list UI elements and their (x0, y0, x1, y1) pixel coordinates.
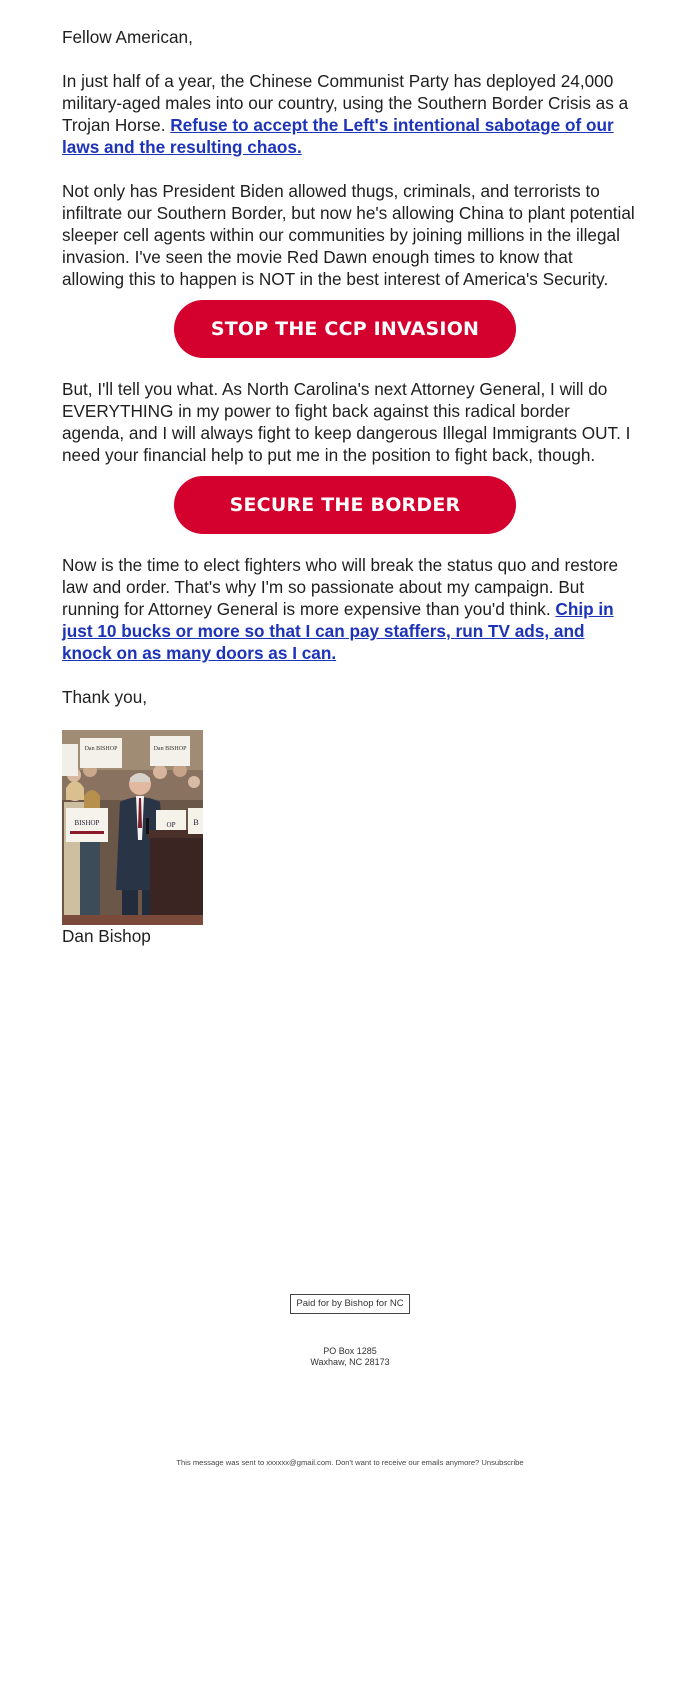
paragraph-3: But, I'll tell you what. As North Carolina's next Attorney General, I will do EVERYTHING in my power to fight back against this radical border agenda, and I will always fight to keep dangerous Illegal Immigrants OUT. I need your financial help to put me in the position to fight back, though. (62, 379, 631, 465)
closing: Thank you, (62, 687, 148, 707)
sign-text-3: BISHOP (74, 819, 100, 827)
chip-in-link[interactable]: Chip in just 10 bucks or more so that I can pay staffers, run TV ads, and knock on as many doors as I can. (62, 599, 614, 663)
greeting: Fellow American, (62, 27, 193, 47)
address-line-1: PO Box 1285 (323, 1346, 377, 1356)
stop-ccp-invasion-button[interactable]: STOP THE CCP INVASION (174, 300, 516, 358)
paragraph-1 (62, 70, 636, 158)
candidate-photo (62, 730, 203, 925)
sign-text-4: OP (166, 821, 176, 829)
sign-text-2: Dan BISHOP (153, 746, 187, 752)
unsubscribe-text: This message was sent to xxxxxx@gmail.com. Don't want to receive our emails anymore? (176, 1458, 482, 1467)
unsubscribe-link[interactable]: Unsubscribe (481, 1458, 524, 1467)
signature: Dan Bishop (62, 926, 151, 946)
mailing-address (0, 1346, 683, 1368)
paragraph-4 (62, 554, 636, 664)
refuse-link[interactable]: Refuse to accept the Left's intentional sabotage of our laws and the resulting chaos. (62, 115, 614, 157)
sign-text-1: Dan BISHOP (84, 746, 118, 752)
email-body (62, 26, 636, 947)
cta-container-1 (62, 300, 636, 378)
paragraph-1-text: In just half of a year, the Chinese Communist Party has deployed 24,000 military-aged males into our country, using the Southern Border Crisis as a Trojan Horse. (62, 71, 629, 135)
cta-container-2 (62, 476, 636, 554)
unsubscribe-notice (0, 1458, 683, 1467)
paid-for-box: Paid for by Bishop for NC (290, 1294, 410, 1314)
paragraph-4-text: Now is the time to elect fighters who will break the status quo and restore law and order. That's why I'm so passionate about my campaign. But running for Attorney General is more expensive than you'd think. (62, 555, 619, 619)
paragraph-2: Not only has President Biden allowed thugs, criminals, and terrorists to infiltrate our Southern Border, but now he's allowing China to plant potential sleeper cell agents within our communities by joining millions in the illegal invasion. I've seen the movie Red Dawn enough times to know that allowing this to happen is NOT in the best interest of America's Security. (62, 181, 635, 289)
address-line-2: Waxhaw, NC 28173 (310, 1357, 390, 1367)
sign-text-5: B (193, 818, 199, 827)
secure-the-border-button[interactable]: SECURE THE BORDER (174, 476, 516, 534)
